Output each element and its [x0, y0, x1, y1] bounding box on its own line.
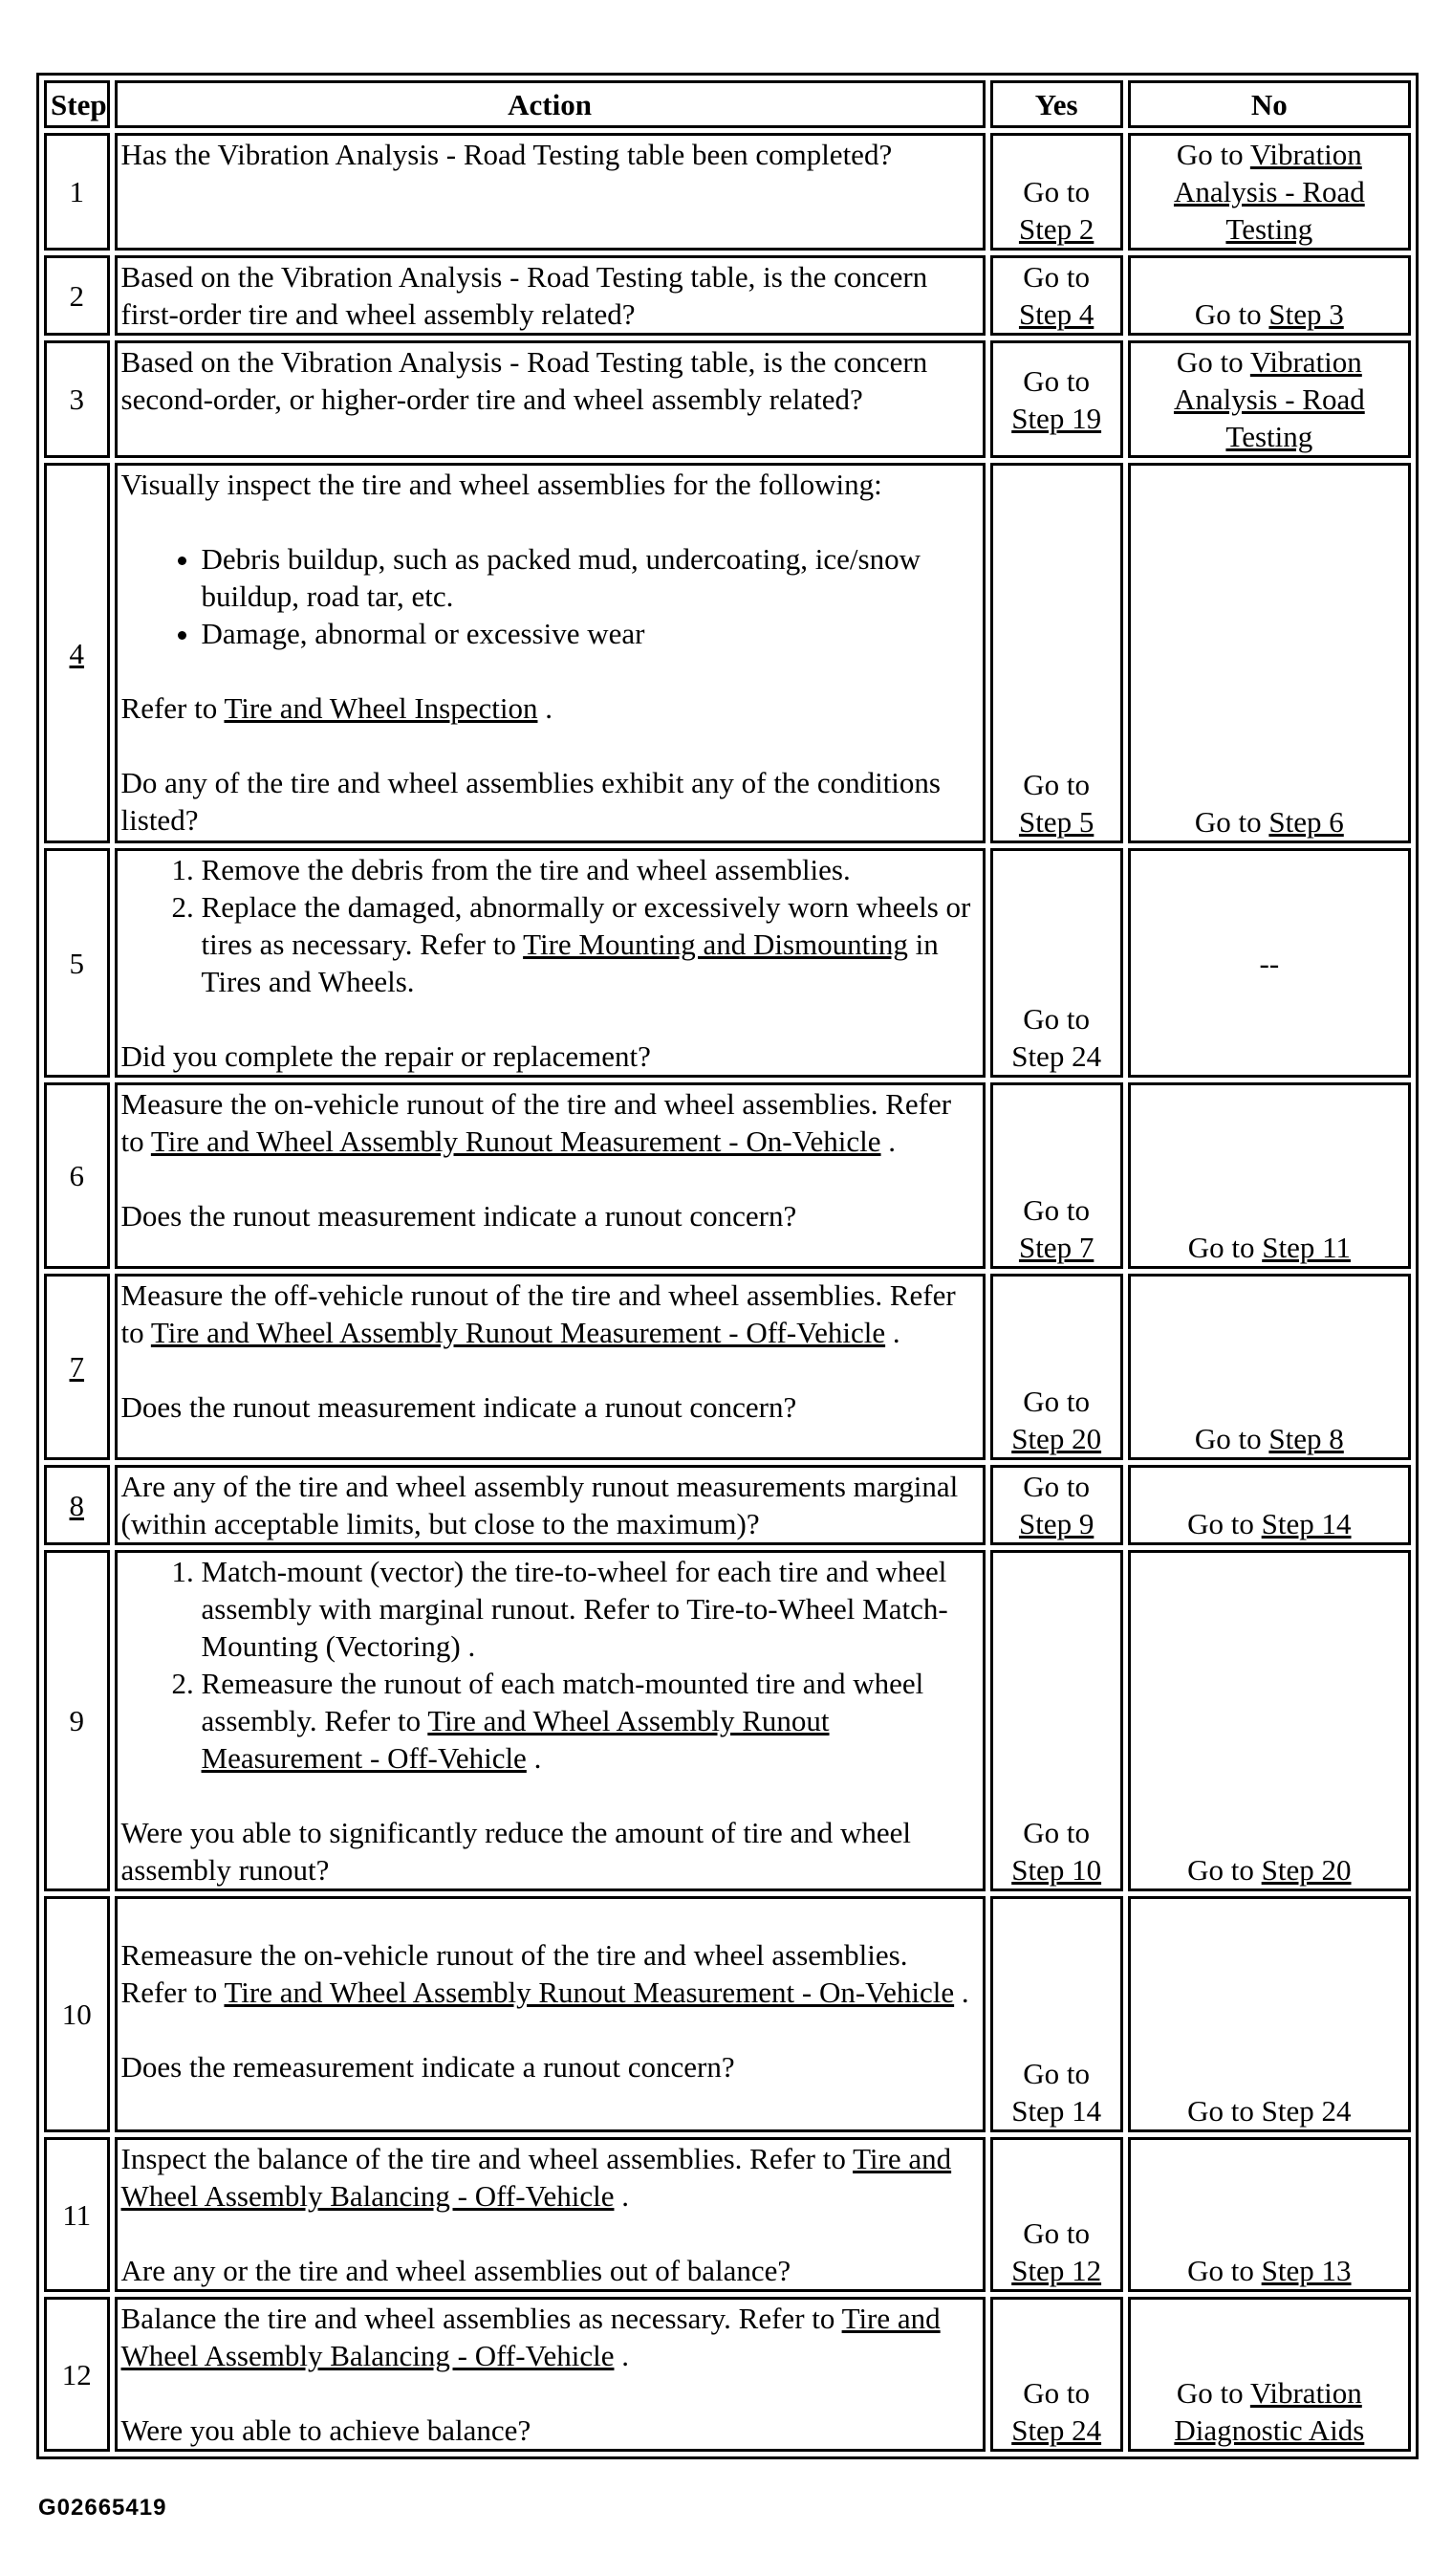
no-link[interactable]: Step 8 [1268, 1422, 1344, 1455]
action-question: Are any or the tire and wheel assemblies out of balance? [120, 2254, 791, 2287]
list-item [202, 1665, 979, 1777]
procedure-list [121, 851, 979, 1000]
yes-prefix: Go to [1023, 1385, 1091, 1418]
action-cell [115, 1465, 986, 1545]
action-suffix: . [621, 2339, 629, 2372]
list-item: • Damage, abnormal or excessive wear [202, 615, 979, 652]
no-cell [1128, 1465, 1411, 1545]
list-item: • Debris buildup, such as packed mud, undercoating, ice/snow buildup, road tar, etc. [202, 540, 979, 615]
no-text: Go to Step 24 [1187, 2094, 1352, 2128]
table-row-step-5 [44, 848, 1411, 1078]
yes-link[interactable]: Step 7 [1018, 1231, 1094, 1264]
action-cell [115, 340, 986, 458]
step-number: 9 [44, 1550, 110, 1891]
action-link[interactable]: Tire and Wheel Assembly Runout Measurement - Off-Vehicle [150, 1316, 886, 1349]
no-cell [1128, 340, 1411, 458]
yes-prefix: Go to [1023, 260, 1091, 294]
step-number: 10 [44, 1896, 110, 2132]
yes-link[interactable]: Step 9 [1018, 1507, 1094, 1540]
yes-link[interactable]: Step 4 [1018, 297, 1094, 331]
yes-prefix: Go to [1023, 363, 1091, 398]
table-row-step-8 [44, 1465, 1411, 1545]
step-number: 3 [44, 340, 110, 458]
yes-cell [990, 2297, 1123, 2452]
yes-prefix: Go to [1023, 2376, 1091, 2410]
no-link[interactable]: Step 3 [1268, 297, 1344, 331]
action-text: Has the Vibration Analysis - Road Testing table been completed? [120, 138, 893, 171]
table-row-step-3 [44, 340, 1411, 458]
action-cell [115, 255, 986, 336]
table-row-step-7 [44, 1274, 1411, 1460]
no-prefix: Go to [1176, 345, 1244, 379]
condition-list [121, 540, 979, 652]
yes-link[interactable]: Step 24 [1011, 2413, 1102, 2447]
header-no: No [1128, 80, 1411, 128]
no-link[interactable]: Step 20 [1261, 1853, 1352, 1887]
step-link[interactable]: 4 [69, 636, 85, 670]
no-link[interactable]: Step 14 [1261, 1507, 1352, 1540]
action-cell [115, 463, 986, 843]
header-row [44, 80, 1411, 128]
action-text: Based on the Vibration Analysis - Road Testing table, is the concern second-order, or higher-order tire and wheel assembly related? [120, 345, 928, 416]
no-cell [1128, 1896, 1411, 2132]
no-prefix: Go to [1176, 2376, 1244, 2410]
no-text: -- [1259, 946, 1280, 980]
action-question: Were you able to achieve balance? [120, 2413, 531, 2447]
yes-link[interactable]: Step 12 [1011, 2254, 1102, 2287]
table-row-step-4 [44, 463, 1411, 843]
table-row-step-12 [44, 2297, 1411, 2452]
action-prefix: Measure the off-vehicle runout of the tire and wheel assemblies. Refer to [120, 1278, 956, 1349]
action-cell [115, 2137, 986, 2292]
step-number [44, 1274, 110, 1460]
action-question: Were you able to significantly reduce the amount of tire and wheel assembly runout? [120, 1816, 911, 1887]
action-link[interactable]: Tire and Wheel Assembly Runout Measurement - On-Vehicle [150, 1124, 881, 1158]
action-cell [115, 1082, 986, 1269]
action-text: Based on the Vibration Analysis - Road Testing table, is the concern first-order tire and wheel assembly related? [120, 260, 928, 331]
action-prefix: Inspect the balance of the tire and wheel assemblies. Refer to [120, 2142, 846, 2175]
yes-cell [990, 340, 1123, 458]
action-prefix: Balance the tire and wheel assemblies as necessary. Refer to [120, 2302, 835, 2335]
table-row-step-9 [44, 1550, 1411, 1891]
step-number: 11 [44, 2137, 110, 2292]
no-prefix: Go to [1176, 138, 1244, 171]
step-number [44, 1465, 110, 1545]
yes-prefix: Go to [1023, 2216, 1091, 2250]
figure-id: G02665419 [38, 2495, 167, 2521]
yes-link[interactable]: Step 10 [1011, 1853, 1102, 1887]
item-suffix: in Tires and Wheels. [201, 928, 939, 998]
yes-link[interactable]: Step 5 [1018, 805, 1094, 839]
no-cell [1128, 2137, 1411, 2292]
step-number: 12 [44, 2297, 110, 2452]
action-question: Does the runout measurement indicate a runout concern? [120, 1199, 797, 1233]
item-suffix: . [533, 1741, 542, 1775]
action-question: Does the remeasurement indicate a runout concern? [120, 2050, 735, 2084]
yes-cell [990, 1082, 1123, 1269]
yes-link[interactable]: Step 19 [1011, 401, 1102, 435]
no-prefix: Go to [1194, 297, 1262, 331]
no-prefix: Go to [1187, 2254, 1254, 2287]
yes-prefix: Go to [1023, 175, 1091, 208]
diagnostic-table [36, 73, 1419, 2459]
no-prefix: Go to [1194, 1422, 1262, 1455]
step-number [44, 463, 110, 843]
document [36, 73, 1419, 2459]
no-prefix: Go to [1187, 1507, 1254, 1540]
yes-prefix: Go to [1023, 1470, 1091, 1503]
no-prefix: Go to [1187, 1231, 1255, 1264]
ref-suffix: . [545, 691, 553, 725]
item-text: Replace the damaged, abnormally or excessively worn wheels or tires as necessary. Refer to [201, 890, 971, 961]
yes-cell [990, 848, 1123, 1078]
ref-link[interactable]: Tire and Wheel Inspection [224, 691, 538, 725]
no-cell [1128, 255, 1411, 336]
action-suffix: . [892, 1316, 900, 1349]
no-cell [1128, 463, 1411, 843]
action-question: Does the runout measurement indicate a runout concern? [120, 1390, 797, 1424]
yes-cell [990, 1550, 1123, 1891]
no-prefix: Go to [1187, 1853, 1254, 1887]
item-link[interactable]: Tire and Wheel Assembly Runout Measurement - Off-Vehicle [201, 1704, 830, 1775]
table-row-step-6 [44, 1082, 1411, 1269]
action-text [121, 1277, 979, 1351]
action-question: Do any of the tire and wheel assemblies exhibit any of the conditions listed? [120, 766, 941, 837]
yes-cell [990, 133, 1123, 251]
action-text: Are any of the tire and wheel assembly runout measurements marginal (within acceptable limits, but close to the maximum)? [120, 1470, 959, 1540]
yes-prefix: Go to [1023, 1193, 1091, 1227]
action-suffix: . [888, 1124, 897, 1158]
yes-text: Step 24 [1011, 1039, 1102, 1073]
action-text [121, 2300, 979, 2374]
yes-text: Step 14 [1011, 2094, 1102, 2128]
no-cell [1128, 848, 1411, 1078]
action-prefix: Measure the on-vehicle runout of the tire and wheel assemblies. Refer to [120, 1087, 952, 1158]
action-question: Did you complete the repair or replacement? [120, 1039, 651, 1073]
step-number: 2 [44, 255, 110, 336]
list-item: 1. Match-mount (vector) the tire-to-wheel for each tire and wheel assembly with marginal runout. Refer to Tire-to-Wheel Match-Mounting (Vectoring) . [202, 1553, 979, 1665]
action-text [121, 1936, 979, 2011]
yes-cell [990, 1465, 1123, 1545]
action-prefix: Remeasure the on-vehicle runout of the tire and wheel assemblies. Refer to [120, 1938, 908, 2009]
procedure-list [121, 1553, 979, 1777]
action-text [121, 2140, 979, 2215]
item-text: Remeasure the runout of each match-mounted tire and wheel assembly. Refer to [201, 1667, 924, 1737]
step-number: 6 [44, 1082, 110, 1269]
header-action: Action [115, 80, 986, 128]
no-link[interactable]: Vibration Analysis - Road Testing [1173, 138, 1365, 246]
no-link[interactable]: Step 6 [1268, 805, 1344, 839]
action-cell [115, 2297, 986, 2452]
action-cell [115, 848, 986, 1078]
list-item [202, 888, 979, 1000]
action-cell [115, 1274, 986, 1460]
no-cell [1128, 1082, 1411, 1269]
yes-cell [990, 463, 1123, 843]
step-number: 5 [44, 848, 110, 1078]
no-link[interactable]: Step 11 [1262, 1231, 1351, 1264]
action-cell [115, 1896, 986, 2132]
list-item: 1. Remove the debris from the tire and wheel assemblies. [202, 851, 979, 888]
yes-cell [990, 1896, 1123, 2132]
step-number: 1 [44, 133, 110, 251]
yes-prefix: Go to [1023, 1816, 1091, 1849]
yes-cell [990, 255, 1123, 336]
action-reference [121, 689, 979, 727]
header-step: Step [44, 80, 110, 128]
ref-prefix: Refer to [120, 691, 218, 725]
no-cell [1128, 1274, 1411, 1460]
no-link[interactable]: Step 13 [1261, 2254, 1352, 2287]
step-link[interactable]: 8 [69, 1488, 85, 1522]
action-text [121, 1085, 979, 1160]
table-row-step-1 [44, 133, 1411, 251]
yes-prefix: Go to [1023, 1002, 1091, 1036]
no-link[interactable]: Vibration Analysis - Road Testing [1173, 345, 1365, 453]
action-link[interactable]: Tire and Wheel Assembly Balancing - Off-Vehicle [120, 2302, 941, 2372]
step-link[interactable]: 7 [69, 1350, 85, 1384]
yes-cell [990, 2137, 1123, 2292]
table-row-step-2 [44, 255, 1411, 336]
action-link[interactable]: Tire and Wheel Assembly Runout Measurement - On-Vehicle [224, 1976, 955, 2009]
action-suffix: . [621, 2179, 629, 2213]
table-row-step-11 [44, 2137, 1411, 2292]
action-link[interactable]: Tire and Wheel Assembly Balancing - Off-Vehicle [120, 2142, 952, 2213]
item-link[interactable]: Tire Mounting and Dismounting [523, 928, 908, 961]
no-cell [1128, 1550, 1411, 1891]
no-prefix: Go to [1194, 805, 1262, 839]
no-cell [1128, 133, 1411, 251]
yes-prefix: Go to [1023, 2057, 1091, 2090]
action-cell [115, 1550, 986, 1891]
no-link[interactable]: Vibration Diagnostic Aids [1174, 2376, 1365, 2447]
no-cell [1128, 2297, 1411, 2452]
action-intro: Visually inspect the tire and wheel assemblies for the following: [120, 468, 882, 501]
yes-link[interactable]: Step 20 [1011, 1422, 1102, 1455]
yes-prefix: Go to [1023, 768, 1091, 801]
table-row-step-10 [44, 1896, 1411, 2132]
header-yes: Yes [990, 80, 1123, 128]
yes-link[interactable]: Step 2 [1018, 212, 1094, 246]
action-cell [115, 133, 986, 251]
yes-cell [990, 1274, 1123, 1460]
action-suffix: . [961, 1976, 969, 2009]
